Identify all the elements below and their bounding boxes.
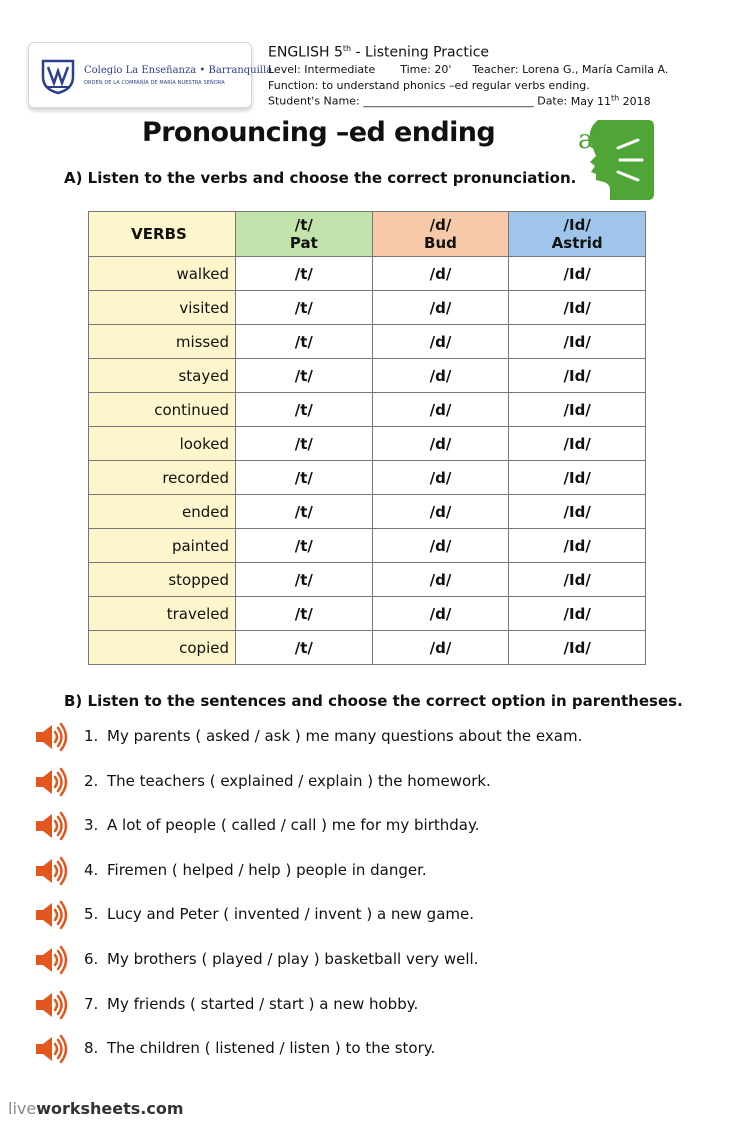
t-column-header: /t/ Pat — [236, 212, 373, 257]
pronunciation-option[interactable]: /Id/ — [509, 291, 646, 325]
student-date-line — [268, 93, 651, 108]
pronunciation-option[interactable]: /d/ — [372, 393, 509, 427]
sentence-number: 6. — [84, 950, 99, 968]
sentence-text: The children ( listened / listen ) to the story. — [107, 1039, 436, 1058]
table-row — [89, 597, 646, 631]
pronunciation-option[interactable]: /d/ — [372, 325, 509, 359]
table-row — [89, 427, 646, 461]
pronunciation-option[interactable]: /Id/ — [509, 325, 646, 359]
speaker-icon[interactable] — [34, 1034, 68, 1064]
pronunciation-option[interactable]: /t/ — [236, 427, 373, 461]
verbs-column-header: VERBS — [89, 212, 236, 257]
verb-cell: recorded — [89, 461, 236, 495]
speaker-icon[interactable] — [34, 811, 68, 841]
teacher-label: Teacher: — [472, 63, 519, 76]
sentence-text: The teachers ( explained / explain ) the homework. — [107, 771, 491, 790]
student-name-label: Student's Name: — [268, 94, 360, 108]
date-label: Date: — [537, 94, 568, 108]
pronunciation-option[interactable]: /Id/ — [509, 529, 646, 563]
function-label: Function: — [268, 79, 319, 92]
level-label: Level: — [268, 63, 301, 76]
sentence-text: My friends ( started / start ) a new hobby. — [107, 994, 419, 1013]
date-value: May 11th 2018 — [570, 93, 651, 108]
sentence-number: 1. — [84, 727, 99, 745]
sentence-text: Lucy and Peter ( invented / invent ) a new game. — [107, 905, 475, 924]
table-row — [89, 529, 646, 563]
sentence-text: My parents ( asked / ask ) me many questions about the exam. — [107, 727, 583, 745]
section-b-instruction: B) Listen to the sentences and choose the correct option in parentheses. — [64, 692, 683, 710]
id-column-header: /Id/ Astrid — [509, 212, 646, 257]
page-title: Pronouncing –ed ending — [142, 117, 496, 148]
pronunciation-option[interactable]: /Id/ — [509, 393, 646, 427]
pronunciation-option[interactable]: /d/ — [372, 563, 509, 597]
section-a-instruction: A) Listen to the verbs and choose the correct pronunciation. — [64, 169, 577, 187]
speaking-head-icon — [570, 118, 656, 202]
speaker-icon[interactable] — [34, 856, 68, 886]
verb-cell: stopped — [89, 563, 236, 597]
table-row — [89, 563, 646, 597]
pronunciation-option[interactable]: /t/ — [236, 461, 373, 495]
d-column-header: /d/ Bud — [372, 212, 509, 257]
school-name: Colegio La Enseñanza • Barranquilla — [84, 65, 273, 76]
footer-brand: liveworksheets.com — [8, 1099, 184, 1118]
table-row — [89, 359, 646, 393]
student-name-field[interactable]: _______________________________ — [363, 94, 534, 108]
pronunciation-option[interactable]: /t/ — [236, 359, 373, 393]
level-value: Intermediate — [304, 63, 376, 76]
sentence-number: 8. — [84, 1039, 99, 1058]
pronunciation-option[interactable]: /Id/ — [509, 257, 646, 291]
speaker-icon[interactable] — [34, 990, 68, 1020]
pronunciation-option[interactable]: /t/ — [236, 495, 373, 529]
speaker-icon[interactable] — [34, 722, 68, 752]
sentence-number: 3. — [84, 816, 99, 835]
table-row — [89, 325, 646, 359]
pronunciation-option[interactable]: /Id/ — [509, 563, 646, 597]
pronunciation-option[interactable]: /t/ — [236, 393, 373, 427]
pronunciation-option[interactable]: /Id/ — [509, 597, 646, 631]
pronunciation-option[interactable]: /d/ — [372, 597, 509, 631]
verb-cell: stayed — [89, 359, 236, 393]
table-row — [89, 291, 646, 325]
time-value: 20' — [434, 63, 452, 76]
sentence-number: 2. — [84, 771, 99, 790]
pronunciation-option[interactable]: /Id/ — [509, 359, 646, 393]
verb-cell: continued — [89, 393, 236, 427]
school-order: ORDEN DE LA COMPAÑÍA DE MARÍA NUESTRA SEÑORA — [84, 80, 225, 86]
pronunciation-option[interactable]: /t/ — [236, 325, 373, 359]
sentence-text: My brothers ( played / play ) basketball very well. — [107, 950, 479, 968]
time-label: Time: — [400, 63, 431, 76]
table-row — [89, 631, 646, 665]
verb-cell: painted — [89, 529, 236, 563]
verb-cell: traveled — [89, 597, 236, 631]
pronunciation-option[interactable]: /t/ — [236, 597, 373, 631]
school-crest-icon — [39, 55, 77, 95]
speaker-icon[interactable] — [34, 900, 68, 930]
pronunciation-option[interactable]: /d/ — [372, 257, 509, 291]
worksheet-heading: ENGLISH 5th - Listening Practice — [268, 44, 490, 61]
table-row — [89, 257, 646, 291]
verb-cell: looked — [89, 427, 236, 461]
verb-cell: copied — [89, 631, 236, 665]
teacher-value: Lorena G., María Camila A. — [522, 63, 669, 76]
ae-symbol: æ — [578, 125, 603, 155]
verbs-table — [88, 211, 646, 665]
sentence-text: A lot of people ( called / call ) me for my birthday. — [107, 816, 480, 835]
level-time-teacher-line — [268, 63, 668, 76]
pronunciation-option[interactable]: /d/ — [372, 461, 509, 495]
verb-cell: visited — [89, 291, 236, 325]
verb-cell: walked — [89, 257, 236, 291]
function-value: to understand phonics –ed regular verbs ending. — [322, 79, 590, 92]
verb-cell: missed — [89, 325, 236, 359]
pronunciation-option[interactable]: /Id/ — [509, 427, 646, 461]
speaker-icon[interactable] — [34, 945, 68, 975]
table-row — [89, 495, 646, 529]
pronunciation-option[interactable]: /Id/ — [509, 495, 646, 529]
sentence-number: 5. — [84, 905, 99, 924]
pronunciation-option[interactable]: /d/ — [372, 529, 509, 563]
pronunciation-option[interactable]: /t/ — [236, 631, 373, 665]
function-line — [268, 79, 590, 92]
pronunciation-option[interactable]: /t/ — [236, 257, 373, 291]
pronunciation-option[interactable]: /d/ — [372, 495, 509, 529]
verb-cell: ended — [89, 495, 236, 529]
pronunciation-option[interactable]: /d/ — [372, 631, 509, 665]
table-row — [89, 461, 646, 495]
pronunciation-option[interactable]: /d/ — [372, 427, 509, 461]
sentence-text: Firemen ( helped / help ) people in danger. — [107, 860, 427, 879]
pronunciation-option[interactable]: /Id/ — [509, 631, 646, 665]
school-logo — [28, 42, 273, 108]
sentence-number: 7. — [84, 994, 99, 1013]
pronunciation-option[interactable]: /Id/ — [509, 461, 646, 495]
sentence-number: 4. — [84, 860, 99, 879]
table-row — [89, 393, 646, 427]
table-header-row — [89, 212, 646, 257]
pronunciation-option[interactable]: /d/ — [372, 291, 509, 325]
speaker-icon[interactable] — [34, 767, 68, 797]
pronunciation-option[interactable]: /t/ — [236, 529, 373, 563]
pronunciation-option[interactable]: /t/ — [236, 563, 373, 597]
pronunciation-option[interactable]: /t/ — [236, 291, 373, 325]
pronunciation-option[interactable]: /d/ — [372, 359, 509, 393]
